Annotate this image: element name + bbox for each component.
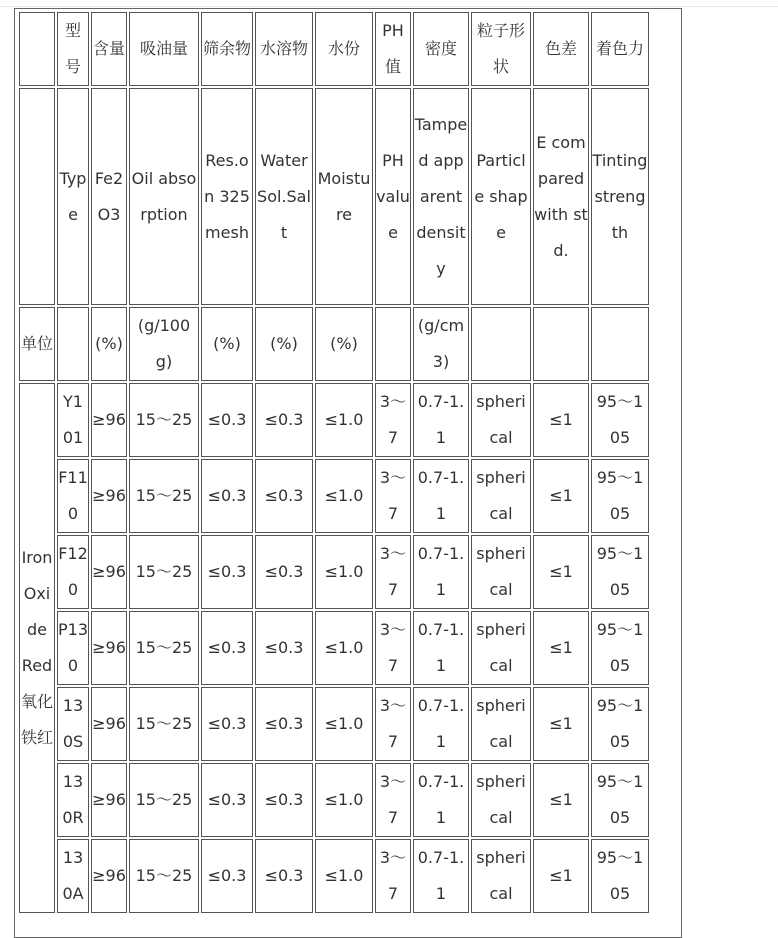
- product-label: Iron Oxide Red氧化铁红: [19, 383, 55, 913]
- type-cell: 130R: [57, 763, 89, 837]
- color-diff-cell: ≤1: [533, 839, 589, 913]
- unit-cell: [375, 307, 411, 381]
- moisture-cell: ≤1.0: [315, 459, 373, 533]
- fe2o3-cell: ≥96: [91, 763, 127, 837]
- header-en-cell: Moisture: [315, 88, 373, 305]
- oil-cell: 15～25: [129, 763, 199, 837]
- shape-cell: spherical: [471, 383, 531, 457]
- color-diff-cell: ≤1: [533, 687, 589, 761]
- header-row-en: [19, 88, 649, 305]
- unit-cell: [533, 307, 589, 381]
- shape-cell: spherical: [471, 611, 531, 685]
- header-en-cell: E compared with std.: [533, 88, 589, 305]
- ph-cell: 3～7: [375, 383, 411, 457]
- moisture-cell: ≤1.0: [315, 611, 373, 685]
- residue-cell: ≤0.3: [201, 839, 253, 913]
- density-cell: 0.7-1.1: [413, 687, 469, 761]
- header-en-cell: Res.on 325mesh: [201, 88, 253, 305]
- header-cn-cell: 含量: [91, 12, 127, 86]
- unit-cell: (g/cm3): [413, 307, 469, 381]
- residue-cell: ≤0.3: [201, 535, 253, 609]
- page-top-rule: [0, 6, 778, 7]
- color-diff-cell: ≤1: [533, 459, 589, 533]
- tint-cell: 95～105: [591, 535, 649, 609]
- table-row: [19, 839, 649, 913]
- header-cn-cell: 水份: [315, 12, 373, 86]
- fe2o3-cell: ≥96: [91, 535, 127, 609]
- density-cell: 0.7-1.1: [413, 383, 469, 457]
- shape-cell: spherical: [471, 459, 531, 533]
- shape-cell: spherical: [471, 763, 531, 837]
- header-cn-cell: 吸油量: [129, 12, 199, 86]
- fe2o3-cell: ≥96: [91, 383, 127, 457]
- unit-cell: (%): [255, 307, 313, 381]
- unit-cell: [57, 307, 89, 381]
- shape-cell: spherical: [471, 535, 531, 609]
- spec-table: [17, 10, 651, 915]
- tint-cell: 95～105: [591, 383, 649, 457]
- header-en-cell: Tinting strength: [591, 88, 649, 305]
- residue-cell: ≤0.3: [201, 687, 253, 761]
- type-cell: 130S: [57, 687, 89, 761]
- oil-cell: 15～25: [129, 611, 199, 685]
- header-cn-cell: 密度: [413, 12, 469, 86]
- shape-cell: spherical: [471, 839, 531, 913]
- fe2o3-cell: ≥96: [91, 459, 127, 533]
- color-diff-cell: ≤1: [533, 535, 589, 609]
- soluble-cell: ≤0.3: [255, 839, 313, 913]
- header-en-cell: Particle shape: [471, 88, 531, 305]
- color-diff-cell: ≤1: [533, 611, 589, 685]
- tint-cell: 95～105: [591, 687, 649, 761]
- soluble-cell: ≤0.3: [255, 763, 313, 837]
- oil-cell: 15～25: [129, 687, 199, 761]
- oil-cell: 15～25: [129, 459, 199, 533]
- unit-cell: [471, 307, 531, 381]
- unit-cell: (%): [201, 307, 253, 381]
- units-row: [19, 307, 649, 381]
- table-row: [19, 459, 649, 533]
- moisture-cell: ≤1.0: [315, 763, 373, 837]
- density-cell: 0.7-1.1: [413, 611, 469, 685]
- header-en-cell: PH value: [375, 88, 411, 305]
- residue-cell: ≤0.3: [201, 459, 253, 533]
- table-row: [19, 535, 649, 609]
- ph-cell: 3～7: [375, 535, 411, 609]
- density-cell: 0.7-1.1: [413, 535, 469, 609]
- unit-cell: (%): [315, 307, 373, 381]
- type-cell: P130: [57, 611, 89, 685]
- fe2o3-cell: ≥96: [91, 839, 127, 913]
- soluble-cell: ≤0.3: [255, 687, 313, 761]
- header-cn-cell: 型号: [57, 12, 89, 86]
- soluble-cell: ≤0.3: [255, 535, 313, 609]
- soluble-cell: ≤0.3: [255, 383, 313, 457]
- header-cn-cell: 水溶物: [255, 12, 313, 86]
- ph-cell: 3～7: [375, 459, 411, 533]
- ph-cell: 3～7: [375, 611, 411, 685]
- density-cell: 0.7-1.1: [413, 459, 469, 533]
- header-cn-cell: 色差: [533, 12, 589, 86]
- type-cell: F120: [57, 535, 89, 609]
- density-cell: 0.7-1.1: [413, 839, 469, 913]
- ph-cell: 3～7: [375, 687, 411, 761]
- unit-cell: (g/100g): [129, 307, 199, 381]
- header-en-cell: Tamped apparent density: [413, 88, 469, 305]
- fe2o3-cell: ≥96: [91, 611, 127, 685]
- oil-cell: 15～25: [129, 839, 199, 913]
- moisture-cell: ≤1.0: [315, 687, 373, 761]
- tint-cell: 95～105: [591, 459, 649, 533]
- header-row-cn: [19, 12, 649, 86]
- header-cn-cell: 粒子形状: [471, 12, 531, 86]
- moisture-cell: ≤1.0: [315, 839, 373, 913]
- header-en-cell: Water Sol.Salt: [255, 88, 313, 305]
- residue-cell: ≤0.3: [201, 383, 253, 457]
- moisture-cell: ≤1.0: [315, 383, 373, 457]
- type-cell: Y101: [57, 383, 89, 457]
- oil-cell: 15～25: [129, 383, 199, 457]
- moisture-cell: ≤1.0: [315, 535, 373, 609]
- table-row: [19, 383, 649, 457]
- header-cn-cell: PH值: [375, 12, 411, 86]
- header-en-cell: Type: [57, 88, 89, 305]
- color-diff-cell: ≤1: [533, 383, 589, 457]
- tint-cell: 95～105: [591, 611, 649, 685]
- ph-cell: 3～7: [375, 839, 411, 913]
- tint-cell: 95～105: [591, 763, 649, 837]
- header-en-cell: Oil absorption: [129, 88, 199, 305]
- type-cell: 130A: [57, 839, 89, 913]
- density-cell: 0.7-1.1: [413, 763, 469, 837]
- header-cn-cell: [19, 12, 55, 86]
- header-cn-cell: 筛余物: [201, 12, 253, 86]
- header-en-cell: [19, 88, 55, 305]
- fe2o3-cell: ≥96: [91, 687, 127, 761]
- ph-cell: 3～7: [375, 763, 411, 837]
- table-row: [19, 763, 649, 837]
- color-diff-cell: ≤1: [533, 763, 589, 837]
- shape-cell: spherical: [471, 687, 531, 761]
- residue-cell: ≤0.3: [201, 611, 253, 685]
- header-cn-cell: 着色力: [591, 12, 649, 86]
- soluble-cell: ≤0.3: [255, 459, 313, 533]
- unit-cell: [591, 307, 649, 381]
- tint-cell: 95～105: [591, 839, 649, 913]
- residue-cell: ≤0.3: [201, 763, 253, 837]
- oil-cell: 15～25: [129, 535, 199, 609]
- type-cell: F110: [57, 459, 89, 533]
- header-en-cell: Fe2O3: [91, 88, 127, 305]
- table-row: [19, 687, 649, 761]
- unit-cell: 单位: [19, 307, 55, 381]
- table-row: [19, 611, 649, 685]
- soluble-cell: ≤0.3: [255, 611, 313, 685]
- unit-cell: (%): [91, 307, 127, 381]
